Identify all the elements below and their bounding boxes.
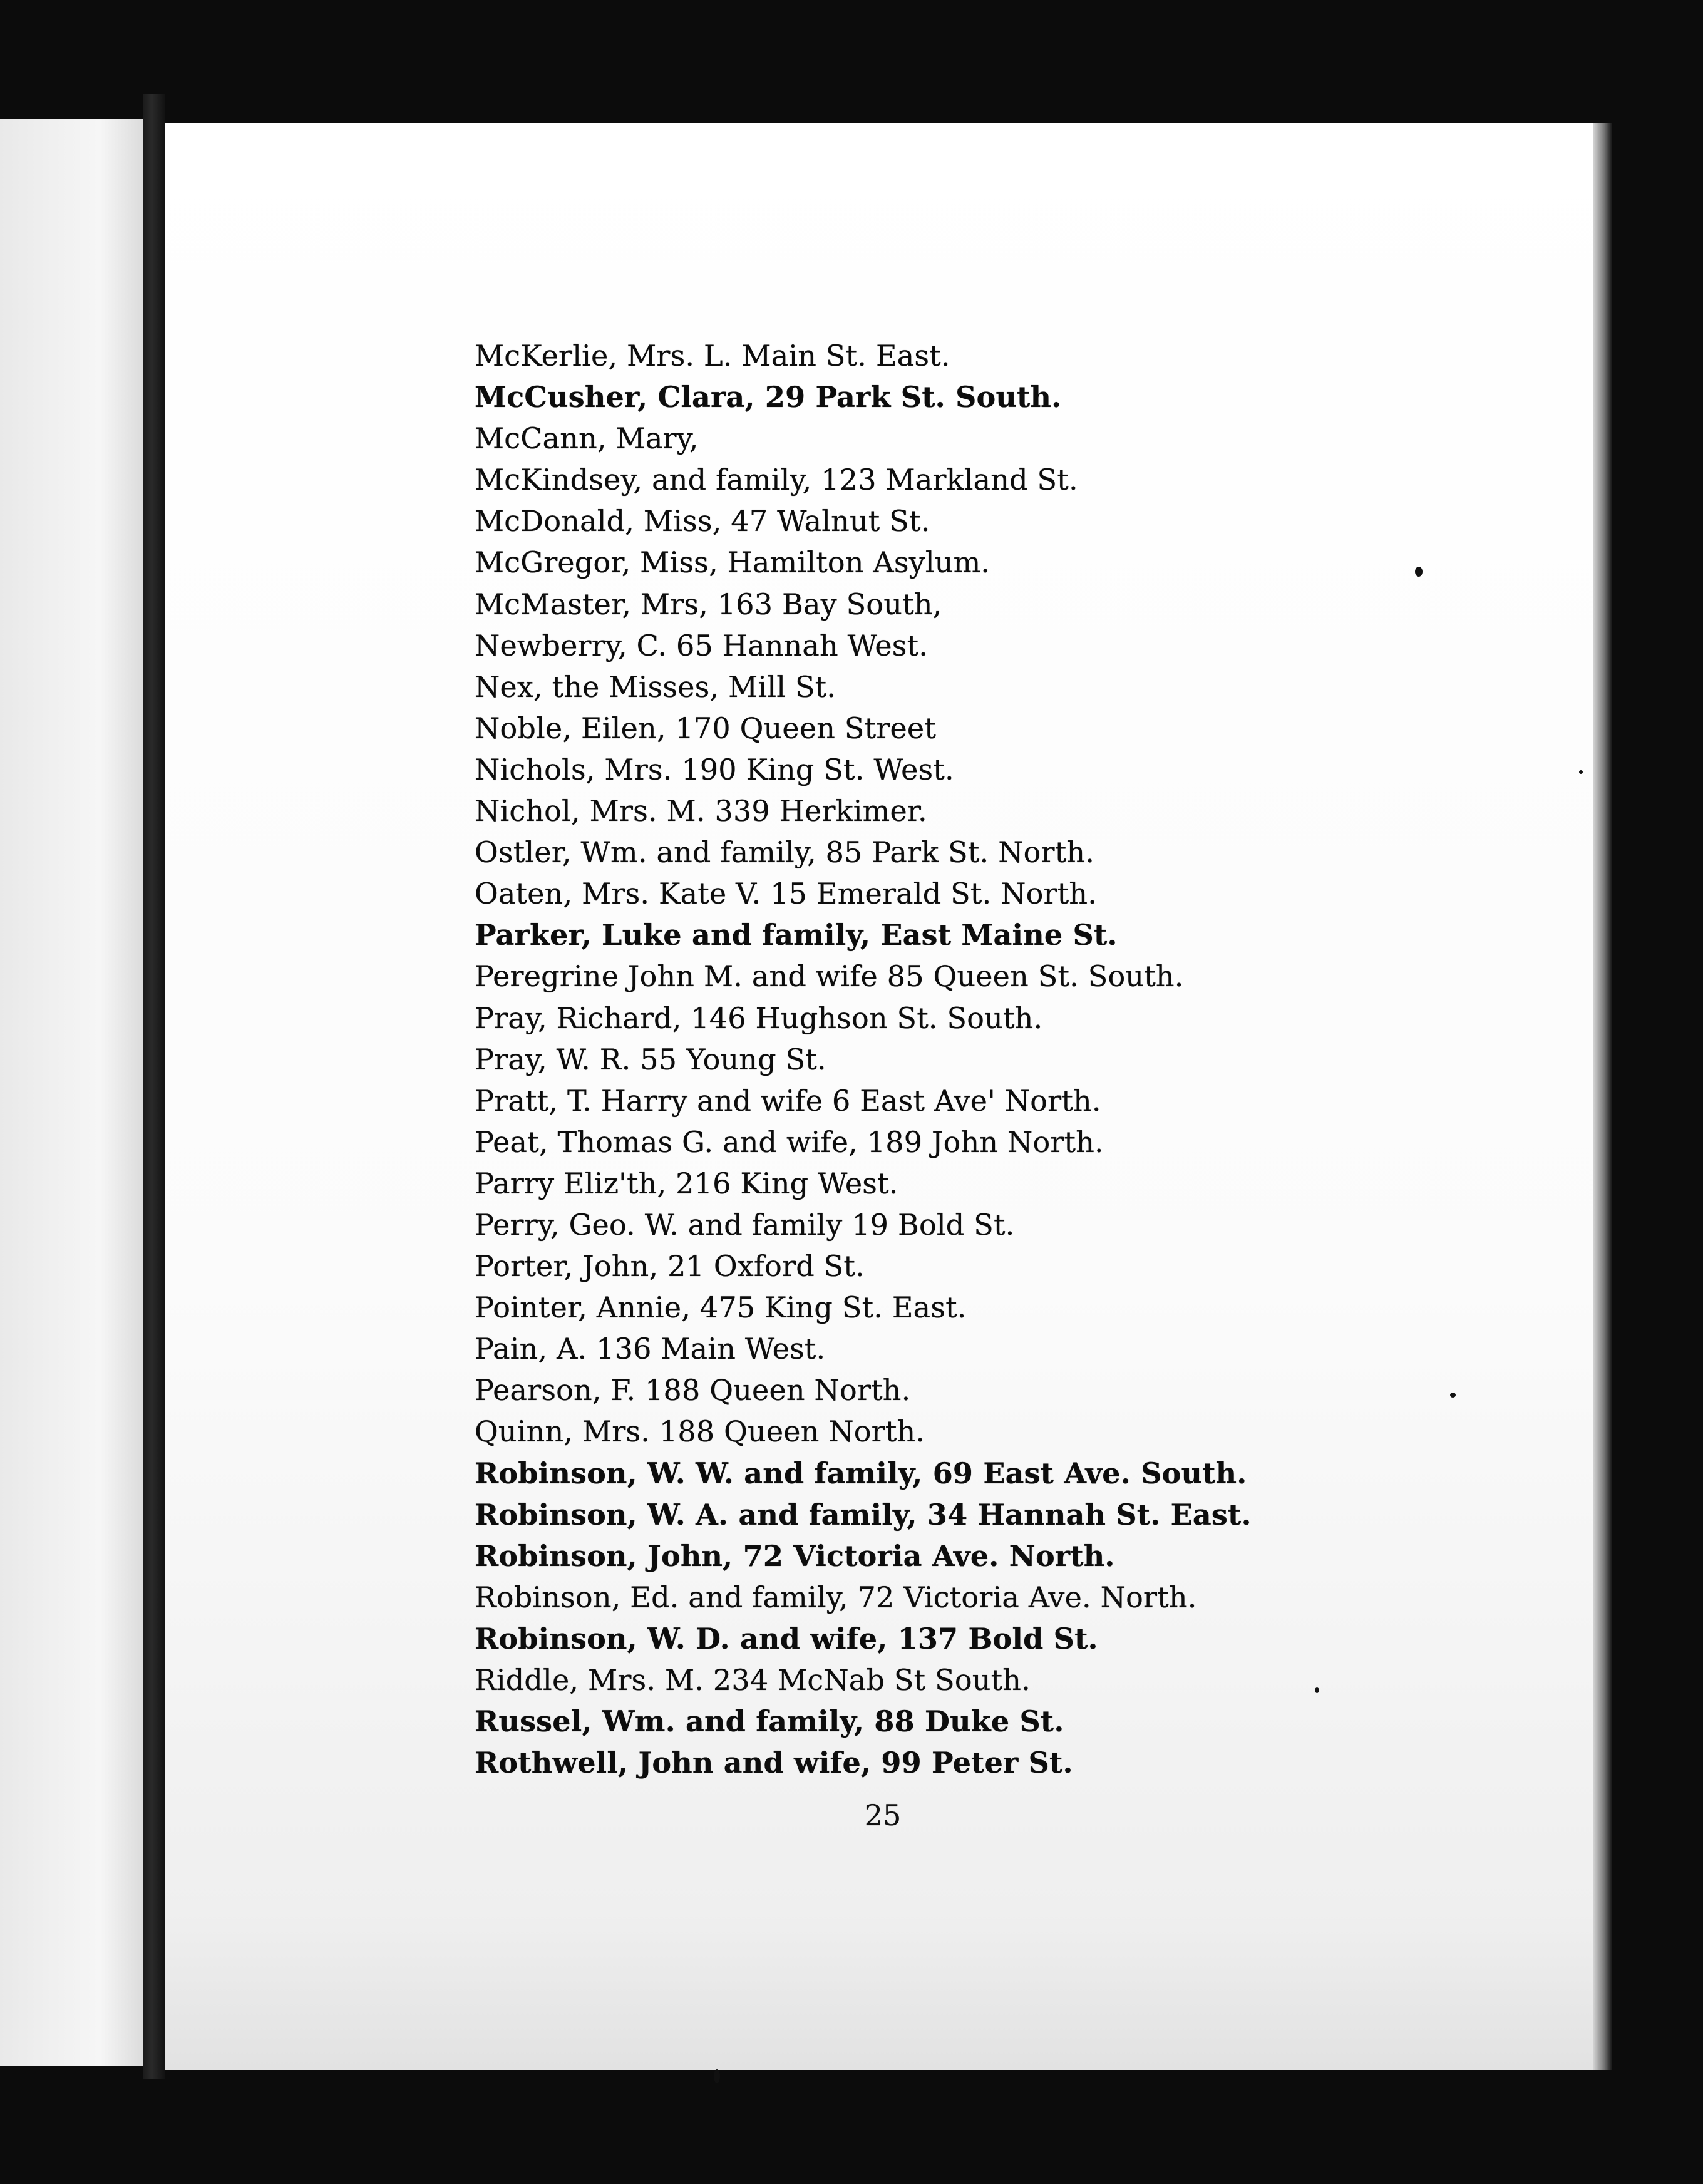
list-item: McDonald, Miss, 47 Walnut St. — [475, 504, 930, 538]
list-item: Robinson, W. W. and family, 69 East Ave. South. — [475, 1456, 1247, 1490]
list-item: Rothwell, John and wife, 99 Peter St. — [475, 1746, 1073, 1780]
list-item: Pain, A. 136 Main West. — [475, 1332, 826, 1366]
scan-speck — [1315, 1687, 1319, 1693]
list-item: Robinson, W. D. and wife, 137 Bold St. — [475, 1621, 1098, 1656]
list-item: McGregor, Miss, Hamilton Asylum. — [475, 545, 990, 580]
previous-page-edge — [0, 119, 143, 2066]
list-item: Robinson, W. A. and family, 34 Hannah St. East. — [475, 1497, 1252, 1532]
list-item: Peat, Thomas G. and wife, 189 John North. — [475, 1125, 1104, 1159]
list-item: Quinn, Mrs. 188 Queen North. — [475, 1414, 925, 1449]
list-item: Pratt, T. Harry and wife 6 East Ave' North. — [475, 1083, 1101, 1118]
list-item: Oaten, Mrs. Kate V. 15 Emerald St. North. — [475, 877, 1098, 911]
list-item: Riddle, Mrs. M. 234 McNab St South. — [475, 1663, 1031, 1697]
list-item: Nex, the Misses, Mill St. — [475, 669, 836, 704]
list-item: Russel, Wm. and family, 88 Duke St. — [475, 1704, 1064, 1739]
list-item: Robinson, Ed. and family, 72 Victoria Ave. North. — [475, 1580, 1197, 1614]
page-right-edge — [1593, 123, 1612, 2070]
list-item: Nichols, Mrs. 190 King St. West. — [475, 752, 954, 786]
list-item: McKerlie, Mrs. L. Main St. East. — [475, 339, 950, 373]
list-item: Parry Eliz'th, 216 King West. — [475, 1166, 898, 1200]
list-item: Pray, Richard, 146 Hughson St. South. — [475, 1001, 1043, 1035]
list-item: Pray, W. R. 55 Young St. — [475, 1042, 826, 1076]
list-item: McKindsey, and family, 123 Markland St. — [475, 463, 1078, 497]
directory-list — [475, 335, 1539, 1783]
scan-speck — [1415, 567, 1423, 577]
list-item: Ostler, Wm. and family, 85 Park St. North. — [475, 835, 1095, 870]
list-item: Robinson, John, 72 Victoria Ave. North. — [475, 1538, 1115, 1573]
list-item: Pointer, Annie, 475 King St. East. — [475, 1290, 967, 1325]
list-item: McMaster, Mrs, 163 Bay South, — [475, 587, 942, 621]
list-item: Noble, Eilen, 170 Queen Street — [475, 711, 937, 745]
scan-speck — [1450, 1393, 1456, 1398]
binding-gutter — [143, 94, 165, 2079]
list-item: Peregrine John M. and wife 85 Queen St. South. — [475, 959, 1184, 994]
list-item: McCusher, Clara, 29 Park St. South. — [475, 380, 1062, 415]
list-item: Parker, Luke and family, East Maine St. — [475, 918, 1118, 952]
list-item: Perry, Geo. W. and family 19 Bold St. — [475, 1207, 1015, 1242]
list-item: Newberry, C. 65 Hannah West. — [475, 628, 929, 662]
scan-speck — [1579, 770, 1583, 774]
list-item: Pearson, F. 188 Queen North. — [475, 1373, 911, 1408]
scan-speck — [714, 2069, 720, 2083]
list-item: Porter, John, 21 Oxford St. — [475, 1249, 865, 1284]
list-item: McCann, Mary, — [475, 421, 699, 456]
page-number: 25 — [864, 1798, 902, 1832]
list-item: Nichol, Mrs. M. 339 Herkimer. — [475, 794, 927, 828]
